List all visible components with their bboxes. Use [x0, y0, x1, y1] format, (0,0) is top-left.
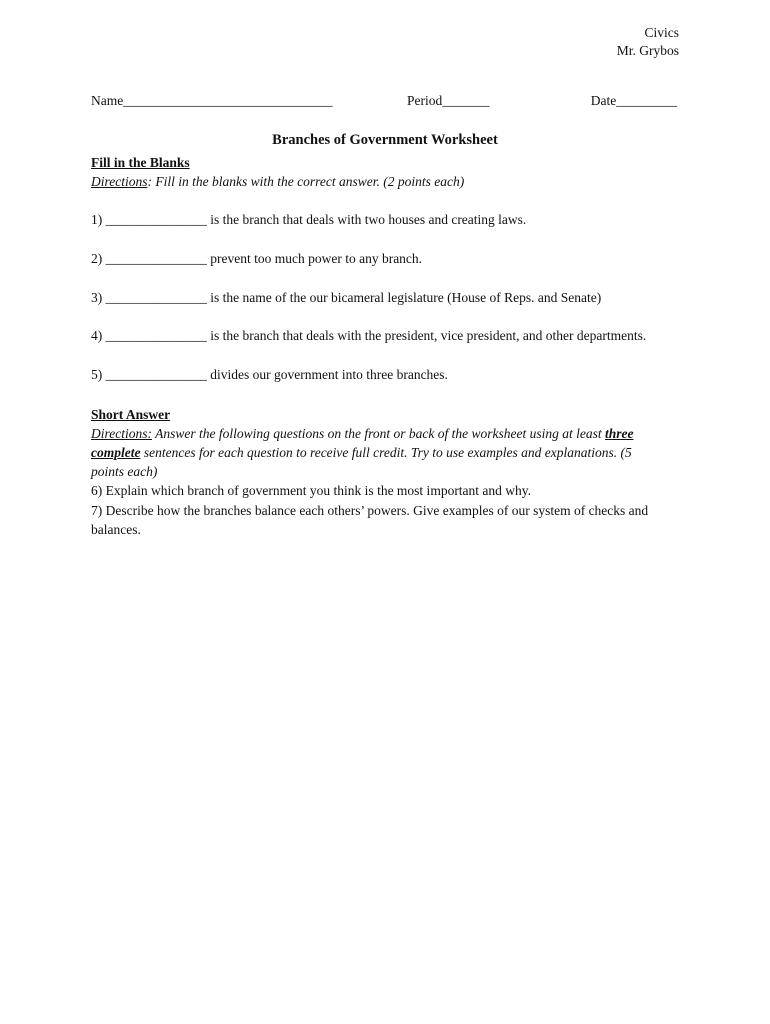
fill-in-directions — [91, 172, 681, 191]
course-name: Civics — [644, 25, 679, 40]
student-info-line — [91, 93, 677, 111]
short-answer-section — [91, 405, 663, 540]
question-1: 1) _______________ is the branch that deals with two houses and creating laws. — [91, 212, 527, 227]
question-5: 5) _______________ divides our government into three branches. — [91, 367, 448, 382]
name-field[interactable]: Name_______________________________ — [91, 93, 333, 108]
short-answer-directions-part2: sentences for each question to receive full credit. Try to use examples and explanations. (5 points each) — [91, 445, 632, 479]
fill-in-heading: Fill in the Blanks — [91, 155, 190, 170]
question-3: 3) _______________ is the name of the our bicameral legislature (House of Reps. and Senate) — [91, 290, 602, 305]
worksheet-title: Branches of Government Worksheet — [272, 132, 498, 148]
teacher-name: Mr. Grybos — [616, 43, 679, 58]
short-answer-question-7: 7) Describe how the branches balance each others’ powers. Give examples of our system of checks and balances. — [91, 502, 649, 537]
question-4: 4) _______________ is the branch that deals with the president, vice president, and other departments. — [91, 328, 647, 343]
date-field[interactable]: Date_________ — [590, 93, 677, 108]
short-answer-heading: Short Answer — [91, 407, 171, 422]
question-2: 2) _______________ prevent too much power to any branch. — [91, 251, 423, 266]
course-header — [617, 24, 679, 60]
short-answer-directions — [91, 424, 663, 481]
short-answer-directions-label: Directions: — [91, 426, 152, 441]
fill-in-section-header — [91, 153, 681, 191]
short-answer-directions-emphasis: three complete — [91, 426, 634, 460]
short-answer-directions-part1: Answer the following questions on the front or back of the worksheet using at least — [152, 426, 605, 441]
short-answer-question-6: 6) Explain which branch of government you think is the most important and why. — [91, 483, 532, 498]
period-field[interactable]: Period_______ — [407, 93, 490, 108]
fill-in-directions-label: Directions — [91, 174, 148, 189]
fill-in-directions-text: : Fill in the blanks with the correct answer. (2 points each) — [147, 174, 465, 189]
